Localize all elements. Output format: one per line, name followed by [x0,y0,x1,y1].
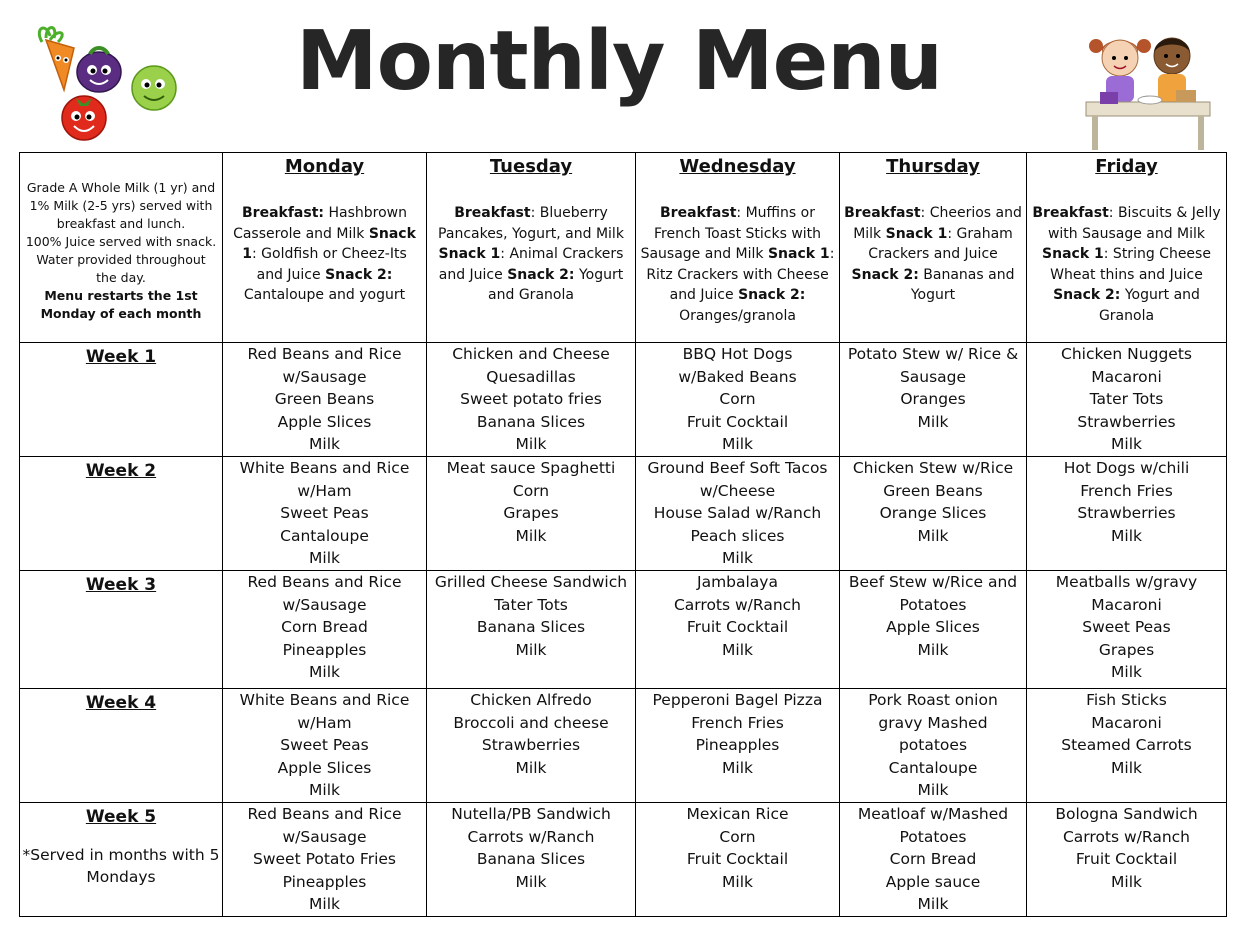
meal-item: Sausage [899,367,967,386]
milk-note-line: breakfast and lunch. [56,215,186,231]
meal-cell-friday [1027,571,1227,689]
meal-item: White Beans and Rice [239,691,410,709]
meal-cell-monday [223,571,427,689]
meal-item: Bologna Sandwich [1055,805,1198,823]
meal-item: Sweet Potato Fries [252,850,396,869]
page-title: Monthly Menu [296,14,942,109]
meal-item: Chicken Stew w/Rice [852,459,1014,477]
snack-1-text: : Graham Crackers and Juice [868,225,1013,262]
breakfast-snack-info [636,179,839,334]
meal-item: Green Beans [274,390,375,409]
menu-table [19,152,1227,917]
meal-item: Milk [917,526,949,545]
meal-item: Carrots w/Ranch [467,827,595,846]
meal-cell-monday [223,343,427,457]
meal-cell-friday [1027,803,1227,917]
meal-item: Milk [1111,663,1142,682]
breakfast-line [438,205,624,242]
meal-item: Cantaloupe [280,526,369,545]
meal-item: Milk [515,640,547,659]
snack-2-text: Cantaloupe and yogurt [243,287,406,303]
week-label: Week 2 [85,461,157,481]
meal-item: French Fries [1080,481,1173,500]
breakfast-line [1032,205,1220,242]
breakfast-label: Breakfast [1032,205,1109,221]
snack-1-text: : Goldfish or Cheez-Its and Juice [251,246,407,283]
snack-2-label: Snack 2: [1053,287,1121,303]
week-label: Week 5 [85,807,157,827]
snack-1-line [868,226,1013,263]
meal-cell-tuesday [427,571,636,689]
meal-item: Orange Slices [879,504,987,523]
day-heading: Thursday [886,156,980,177]
meal-cell-friday [1027,689,1227,803]
meal-item: w/Ham [297,713,352,732]
meal-cell-tuesday [427,457,636,571]
week-label-cell [20,343,223,457]
meal-item: Apple Slices [277,758,372,777]
meal-item: Apple Slices [277,412,372,431]
meal-item: Banana Slices [476,618,586,637]
meal-cell-thursday [840,571,1027,689]
meal-item: Milk [309,663,340,682]
snack-2-text: Bananas and Yogurt [910,266,1015,303]
meal-item: Cantaloupe [888,758,978,777]
snack-2-text: Yogurt and Granola [1098,287,1200,324]
meal-item: Ground Beef Soft Tacos [647,459,828,477]
breakfast-label: Breakfast [454,205,531,221]
meal-cell-tuesday [427,803,636,917]
meal-item: Strawberries [481,736,581,755]
meal-item: Milk [1111,526,1142,545]
meal-item: Milk [1111,435,1142,454]
meal-item: Milk [515,758,547,777]
meal-cell-thursday [840,803,1027,917]
snack-2-line [1053,287,1200,324]
meal-item: Chicken and Cheese [452,345,610,363]
meal-item: Corn [719,390,756,409]
meal-item: Pineapples [695,736,780,755]
meal-cell-wednesday [636,803,840,917]
snack-1-label: Snack 1 [242,225,416,262]
meal-item: Milk [917,895,949,914]
meal-item: Hot Dogs w/chili [1063,459,1190,477]
week-label: Week 3 [85,575,157,595]
snack-1-text: : Ritz Crackers with Cheese and Juice [646,246,835,303]
week-label-cell [20,689,223,803]
snack-2-label: Snack 2: [325,266,393,283]
day-heading: Monday [284,156,365,177]
meal-item: Milk [515,872,547,891]
meal-item: Milk [722,549,753,568]
meal-item: Quesadillas [486,367,576,386]
meal-item: Milk [722,640,753,659]
meal-item: Milk [917,781,949,800]
meal-item: Potatoes [899,827,967,846]
meal-item: Milk [515,526,547,545]
meal-item: Macaroni [1091,595,1162,614]
meal-item: Corn Bread [281,618,368,637]
meal-item: w/Sausage [282,367,367,386]
meal-item: Strawberries [1077,504,1176,523]
meal-item: Sweet Peas [280,504,369,523]
day-column-thursday [840,153,1027,343]
meal-item: BBQ Hot Dogs [682,345,793,363]
meal-item: Corn Bread [889,850,977,869]
week-label: Week 1 [85,347,157,367]
snack-2-line [488,267,623,304]
meal-cell-thursday [840,689,1027,803]
snack-1-label: Snack 1 [438,246,501,262]
meal-item: Broccoli and cheese [453,713,609,732]
meal-item: Apple sauce [885,872,981,891]
snack-2-label: Snack 2: [738,287,806,303]
meal-item: Potato Stew w/ Rice & [847,345,1019,363]
meal-item: Milk [917,640,949,659]
meal-cell-friday [1027,343,1227,457]
meal-item: Green Beans [883,481,983,500]
day-heading: Friday [1095,156,1158,177]
meal-item: Fruit Cocktail [686,412,789,431]
breakfast-text: : Blueberry Pancakes, Yogurt, and Milk [438,205,624,242]
meal-item: Banana Slices [476,850,586,869]
meal-item: Fruit Cocktail [1075,850,1178,869]
week-note: *Served in months with 5 Mondays [22,846,220,886]
meal-item: Meat sauce Spaghetti [446,459,616,477]
snack-1-line [1042,246,1211,283]
week-row [20,571,1227,689]
meal-item: House Salad w/Ranch [653,504,822,523]
week-row [20,803,1227,917]
meal-cell-thursday [840,457,1027,571]
meal-item: w/Baked Beans [678,367,797,386]
meal-item: Corn [512,481,550,500]
meal-cell-monday [223,689,427,803]
meal-item: Mexican Rice [686,805,789,823]
meal-item: Milk [917,412,949,431]
breakfast-label: Breakfast: [242,205,325,221]
snack-2-label: Snack 2: [507,266,575,283]
meal-item: w/Ham [297,481,352,500]
meal-cell-wednesday [636,689,840,803]
meal-item: Peach slices [690,526,785,545]
meal-item: Beef Stew w/Rice and [848,573,1018,591]
meal-cell-wednesday [636,343,840,457]
menu-restart-note: Menu restarts the 1st [44,287,198,303]
meal-item: Banana Slices [476,412,586,431]
meal-item: Milk [1111,872,1142,891]
snack-1-label: Snack 1 [1042,246,1104,262]
milk-note-line: 1% Milk (2-5 yrs) served with [29,197,213,213]
meal-item: Milk [309,549,340,568]
week-row [20,343,1227,457]
meal-item: Milk [515,435,547,454]
breakfast-text: : Muffins or French Toast Sticks with Sausage and Milk [640,205,822,262]
meal-item: Grapes [1098,640,1155,659]
week-label-cell [20,457,223,571]
meal-item: French Fries [691,713,784,732]
breakfast-text: Hashbrown Casserole and Milk [233,205,407,242]
meal-cell-friday [1027,457,1227,571]
meal-item: Oranges [900,390,966,409]
meal-item: Chicken Alfredo [470,691,592,709]
snack-2-text: Yogurt and Granola [488,266,624,303]
day-column-tuesday [427,153,636,343]
meal-item: Strawberries [1077,412,1176,431]
snack-2-line [852,267,1015,304]
meal-cell-wednesday [636,571,840,689]
milk-note-line: Grade A Whole Milk (1 yr) and [26,179,216,195]
meal-item: w/Sausage [282,827,367,846]
kids-at-table-illustration [1080,26,1215,154]
meal-item: Milk [309,895,340,914]
menu-restart-note: Monday of each month [40,305,202,321]
snack-1-label: Snack 1 [885,225,948,242]
meal-item: Grapes [503,504,559,523]
header-row [20,153,1227,343]
snack-1-text: : String Cheese Wheat thins and Juice [1050,246,1211,283]
meal-item: Macaroni [1091,713,1162,732]
breakfast-snack-info [223,179,426,314]
meal-item: Red Beans and Rice [247,805,402,823]
meal-item: White Beans and Rice [239,459,410,477]
meal-item: Nutella/PB Sandwich [451,805,611,823]
meal-item: Apple Slices [886,618,980,637]
milk-note-line: the day. [96,269,146,285]
meal-cell-thursday [840,343,1027,457]
meal-item: Pineapples [282,640,367,659]
breakfast-label: Breakfast [660,205,737,221]
week-label-cell [20,571,223,689]
meal-item: Sweet potato fries [460,390,602,409]
meal-item: Fruit Cocktail [686,850,789,869]
milk-note-line: 100% Juice served with snack. [25,233,217,249]
meal-item: Potatoes [899,595,967,614]
meal-item: Red Beans and Rice [247,345,402,363]
breakfast-text: : Biscuits & Jelly with Sausage and Milk [1047,205,1221,242]
meal-item: Macaroni [1091,367,1162,386]
meal-item: Pineapples [282,872,367,891]
breakfast-snack-info [1027,179,1226,334]
week-row [20,689,1227,803]
meal-item: Sweet Peas [1082,618,1171,637]
meal-item: Sweet Peas [280,736,369,755]
meal-item: Milk [1111,758,1142,777]
milk-notes-cell [20,153,223,343]
week-row [20,457,1227,571]
meal-item: Grilled Cheese Sandwich [434,573,628,591]
meal-item: Tater Tots [1089,390,1164,409]
meal-item: Carrots w/Ranch [673,595,801,614]
breakfast-snack-info [840,179,1026,314]
meal-item: Steamed Carrots [1061,736,1192,755]
meal-item: Meatballs w/gravy [1055,573,1198,591]
meal-item: Chicken Nuggets [1061,345,1192,363]
snack-1-text: : Animal Crackers and Juice [438,246,624,283]
meal-item: Tater Tots [494,595,568,614]
meal-item: gravy Mashed [878,713,988,732]
meal-item: w/Cheese [699,481,776,500]
meal-cell-wednesday [636,457,840,571]
meal-cell-monday [223,457,427,571]
meal-item: Milk [309,435,340,454]
meal-item: Red Beans and Rice [247,573,402,591]
meal-cell-monday [223,803,427,917]
breakfast-label: Breakfast [844,205,921,221]
meal-item: potatoes [898,736,968,755]
breakfast-snack-info [427,179,635,314]
day-heading: Wednesday [679,156,796,177]
meal-item: Corn [719,827,756,846]
day-column-friday [1027,153,1227,343]
meal-item: Pepperoni Bagel Pizza [652,691,823,709]
meal-item: Fruit Cocktail [686,618,789,637]
vegetables-illustration [24,20,184,145]
milk-note-line: Water provided throughout [36,251,206,267]
meal-item: Milk [722,872,753,891]
day-heading: Tuesday [489,156,573,177]
meal-cell-tuesday [427,343,636,457]
meal-item: Fish Sticks [1086,691,1167,709]
meal-item: Meatloaf w/Mashed [857,805,1009,823]
snack-1-label: Snack 1 [767,246,830,262]
breakfast-text: : Cheerios and Milk [853,205,1022,242]
meal-item: Carrots w/Ranch [1062,827,1190,846]
week-label-cell [20,803,223,917]
week-label: Week 4 [85,693,157,713]
meal-item: w/Sausage [282,595,367,614]
meal-item: Pork Roast onion [868,691,998,709]
meal-cell-tuesday [427,689,636,803]
meal-item: Milk [309,781,340,800]
meal-item: Milk [722,758,753,777]
snack-2-text: Oranges/granola [679,307,796,324]
meal-item: Milk [722,435,753,454]
snack-2-label: Snack 2: [851,266,919,283]
meal-item: Jambalaya [697,573,778,591]
day-column-monday [223,153,427,343]
day-column-wednesday [636,153,840,343]
